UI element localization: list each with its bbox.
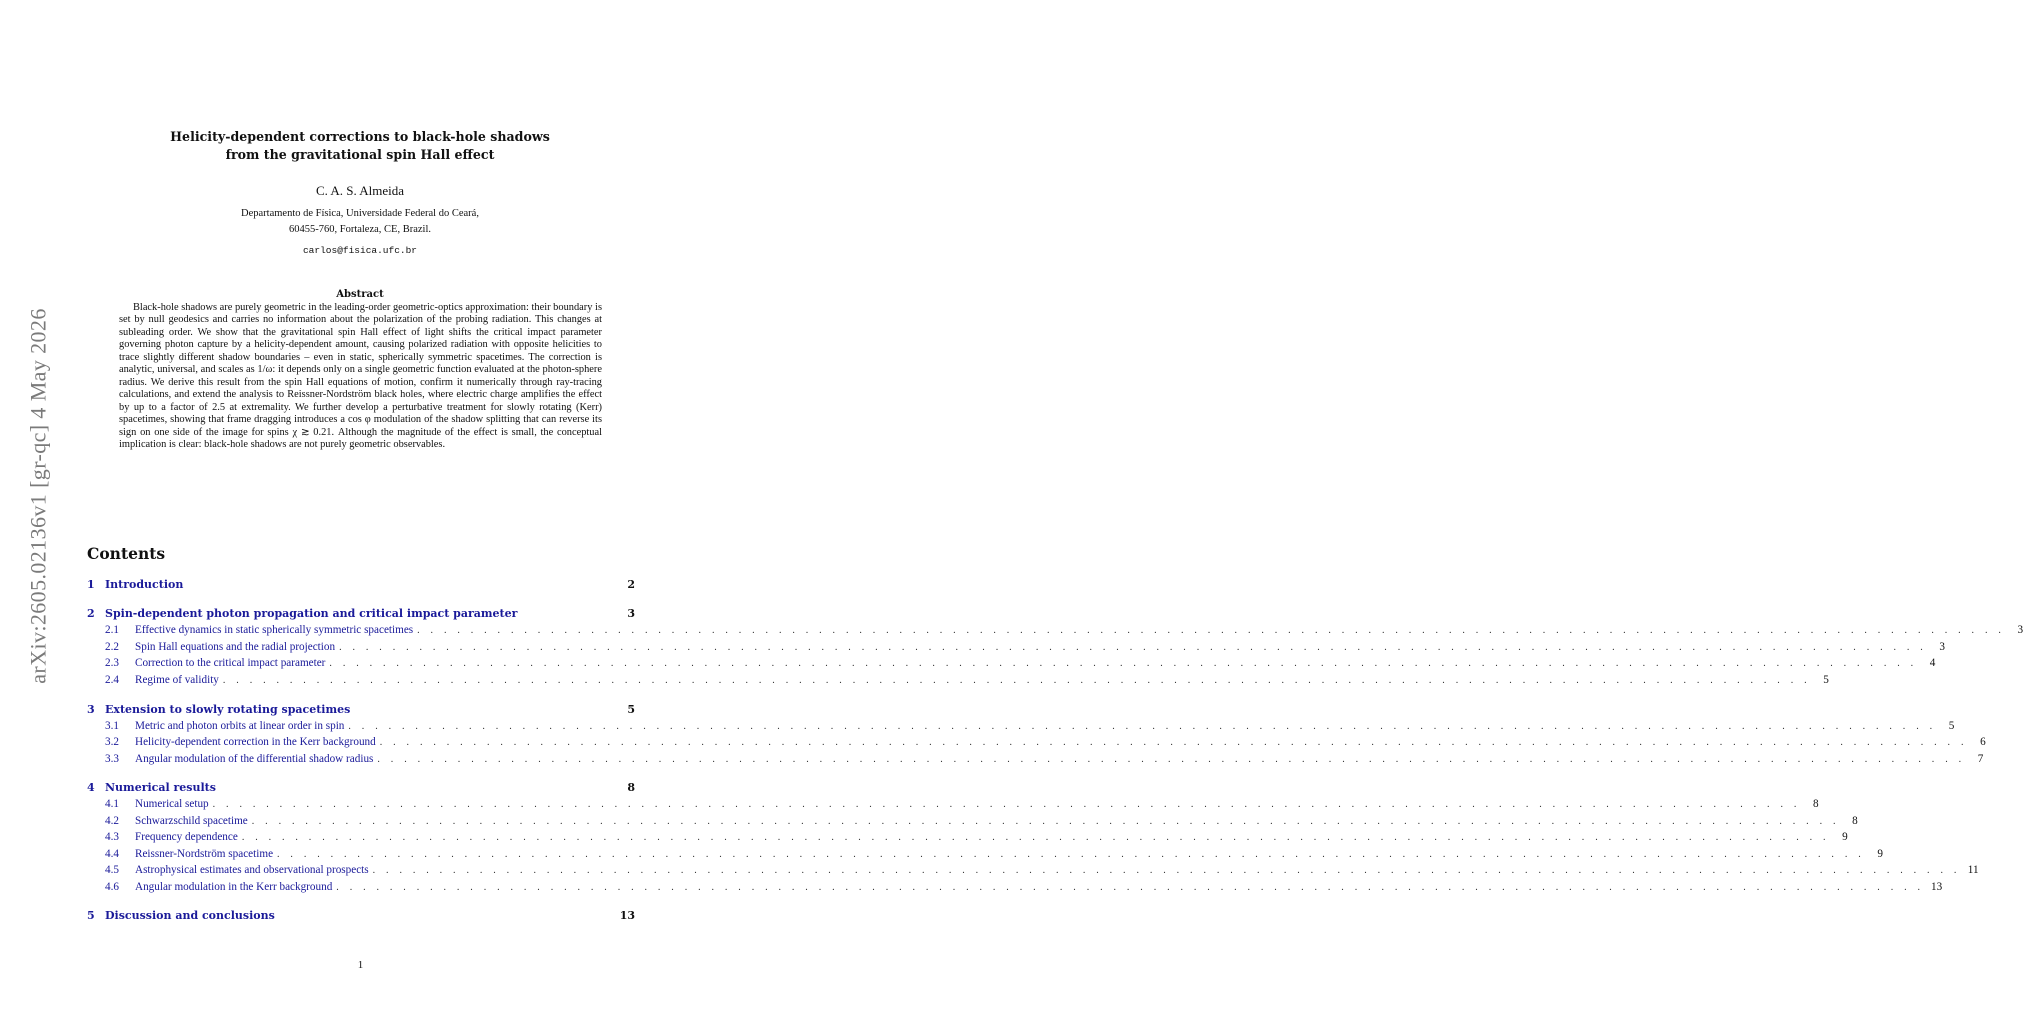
toc-entry-number: 3.3 [105,753,119,765]
toc-subsection-entry[interactable] [87,753,1984,769]
toc-leader-dots: . . . . . . . . . . . . . . . . . . . . . . . . . . . . . . . . . . . . . . . . . . . . . . . . . . . . . . . . . . . . . . . . . . . . . . . . . . . . . . . . . . . . . . . . . . . . . . . . . . . . . . . . . . . . . . . . . . . . . . . [379,737,1968,748]
toc-entry-page: 3 [627,607,635,620]
toc-subsection-entry[interactable] [87,848,1883,864]
affiliation-line-2: 60455-760, Fortaleza, CE, Brazil. [288,224,431,235]
toc-entry-page: 13 [1931,881,1943,893]
toc-leader-dots: . . . . . . . . . . . . . . . . . . . . . . . . . . . . . . . . . . . . . . . . . . . . . . . . . . . . . . . . . . . . . . . . . . . . . . . . . . . . . . . . . . . . . . . . . . . . . . . . . . . . . . . . . . . . . . . . . . . . . . . [251,816,1840,827]
toc-subsection-entry[interactable] [87,736,1986,752]
toc-subsection-entry[interactable] [87,624,2023,640]
toc-entry-label[interactable]: Reissner-Nordström spacetime [135,848,274,860]
toc-leader-dots: . . . . . . . . . . . . . . . . . . . . . . . . . . . . . . . . . . . . . . . . . . . . . . . . . . . . . . . . . . . . . . . . . . . . . . . . . . . . . . . . . . . . . . . . . . . . . . . . . . . . . . . . . . . . . . . . . . . . . . . [336,882,1925,893]
affiliation [120,206,600,238]
toc-entry-page: 5 [1823,674,1829,686]
toc-entry-page: 3 [2017,624,2023,636]
toc-entry-label[interactable]: Numerical setup [135,798,209,810]
toc-section-entry[interactable] [87,909,635,925]
toc-entry-number: 1 [87,578,95,591]
affiliation-line-1: Departamento de Física, Universidade Federal do Ceará, [241,208,479,219]
toc-entry-number: 4.4 [105,848,119,860]
toc-entry-number: 4 [87,781,95,794]
toc-entry-page: 5 [1948,720,1955,732]
toc-entry-number: 3.1 [105,720,119,732]
toc-entry-number: 2.3 [105,657,119,669]
toc-entry-page: 8 [627,781,635,794]
toc-entry-page: 2 [627,578,635,591]
toc-entry-label[interactable]: Spin Hall equations and the radial projection [135,641,336,653]
toc-leader-dots: . . . . . . . . . . . . . . . . . . . . . . . . . . . . . . . . . . . . . . . . . . . . . . . . . . . . . . . . . . . . . . . . . . . . . . . . . . . . . . . . . . . . . . . . . . . . . . . . . . . . . . . . . . . . . . . . . . . . . . . [377,754,1966,765]
arxiv-stamp [16,303,62,689]
toc-entry-label[interactable]: Introduction [105,578,184,591]
toc-entry-page: 6 [1980,736,1986,748]
toc-entry-label[interactable]: Helicity-dependent correction in the Kerr background [135,736,376,748]
toc-entry-page: 11 [1967,864,1979,876]
toc-entry-number: 2.4 [105,674,119,686]
toc-entry-number: 2.2 [105,641,119,653]
toc-subsection-entry[interactable] [87,831,1848,847]
toc-leader-dots: . . . . . . . . . . . . . . . . . . . . . . . . . . . . . . . . . . . . . . . . . . . . . . . . . . . . . . . . . . . . . . . . . . . . . . . . . . . . . . . . . . . . . . . . . . . . . . . . . . . . . . . . . . . . . . . . . . . . . . . [417,625,2006,636]
toc-entry-label[interactable]: Spin-dependent photon propagation and critical impact parameter [105,607,518,620]
author-email[interactable]: carlos@fisica.ufc.br [302,245,418,256]
toc-leader-dots: . . . . . . . . . . . . . . . . . . . . . . . . . . . . . . . . . . . . . . . . . . . . . . . . . . . . . . . . . . . . . . . . . . . . . . . . . . . . . . . . . . . . . . . . . . . . . . . . . . . . . . . . . . . . . . . . . . . . . . . [372,865,1961,876]
toc-leader-dots: . . . . . . . . . . . . . . . . . . . . . . . . . . . . . . . . . . . . . . . . . . . . . . . . . . . . . . . . . . . . . . . . . . . . . . . . . . . . . . . . . . . . . . . . . . . . . . . . . . . . . . . . . . . . . . . . . . . . . . . [329,658,1918,669]
toc-section-entry[interactable] [87,578,635,594]
title-line-2: from the gravitational spin Hall effect [225,147,495,162]
toc-subsection-entry[interactable] [87,815,1858,831]
toc-entry-number: 2.1 [105,624,119,636]
toc-leader-dots: . . . . . . . . . . . . . . . . . . . . . . . . . . . . . . . . . . . . . . . . . . . . . . . . . . . . . . . . . . . . . . . . . . . . . . . . . . . . . . . . . . . . . . . . . . . . . . . . . . . . . . . . . . . . . . . . . . . . . . . [348,721,1937,732]
toc-subsection-entry[interactable] [87,881,1943,897]
toc-entry-page: 8 [1812,798,1819,810]
toc-entry-label[interactable]: Schwarzschild spacetime [135,815,248,827]
toc-entry-number: 5 [87,909,95,922]
toc-leader-dots: . . . . . . . . . . . . . . . . . . . . . . . . . . . . . . . . . . . . . . . . . . . . . . . . . . . . . . . . . . . . . . . . . . . . . . . . . . . . . . . . . . . . . . . . . . . . . . . . . . . . . . . . . . . . . . . . . . . . . . . [222,675,1811,686]
page-number: 1 [357,959,364,971]
toc-entry-number: 3.2 [105,736,119,748]
paper-title [120,128,600,164]
toc-subsection-entry[interactable] [87,657,1936,673]
toc-entry-page: 7 [1977,753,1984,765]
toc-subsection-entry[interactable] [87,641,1945,657]
toc-entry-page: 8 [1852,815,1858,827]
toc-entry-label[interactable]: Numerical results [105,781,216,794]
toc-entry-label[interactable]: Regime of validity [135,674,219,686]
toc-entry-label[interactable]: Angular modulation of the differential shadow radius [135,753,374,765]
toc-section-entry[interactable] [87,781,635,797]
toc-entry-number: 2 [87,607,95,620]
toc-entry-page: 4 [1929,657,1936,669]
toc-entry-label[interactable]: Discussion and conclusions [105,909,275,922]
author-name: C. A. S. Almeida [315,183,405,198]
toc-entry-label[interactable]: Astrophysical estimates and observational prospects [135,864,369,876]
toc-entry-number: 4.1 [105,798,119,810]
title-line-1: Helicity-dependent corrections to black-hole shadows [170,129,550,144]
toc-section-entry[interactable] [87,703,635,719]
toc-entry-label[interactable]: Effective dynamics in static spherically symmetric spacetimes [135,624,414,636]
toc-subsection-entry[interactable] [87,674,1829,690]
toc-entry-label[interactable]: Frequency dependence [135,831,238,843]
toc-entry-page: 9 [1877,848,1883,860]
toc-entry-page: 3 [1939,641,1945,653]
toc-subsection-entry[interactable] [87,864,1979,880]
toc-entry-label[interactable]: Angular modulation in the Kerr background [135,881,333,893]
toc-entry-number: 4.2 [105,815,119,827]
toc-leader-dots: . . . . . . . . . . . . . . . . . . . . . . . . . . . . . . . . . . . . . . . . . . . . . . . . . . . . . . . . . . . . . . . . . . . . . . . . . . . . . . . . . . . . . . . . . . . . . . . . . . . . . . . . . . . . . . . . . . . . . . . [241,832,1830,843]
toc-entry-page: 5 [627,703,635,716]
abstract-heading: Abstract [336,289,384,300]
abstract-text: Black-hole shadows are purely geometric in the leading-order geometric-optics approximation: their boundary is set by null geodesics and carries no information about the polarization of the probing radiation. This changes at subleading order. We show that the gravitational spin Hall effect of light shifts the critical impact parameter governing photon capture by a helicity-dependent amount, causing polarized radiation with opposite helicities to trace slightly different shadow boundaries – even in static, spherically symmetric spacetimes. The correction is analytic, universal, and scales as 1/ω: it depends only on a single geometric function evaluated at the photon-sphere radius. We derive this result from the spin Hall equations of motion, confirm it numerically through ray-tracing calculations, and extend the analysis to Reissner-Nordström black holes, where electric charge amplifies the effect by up to a factor of 2.5 at extremality. We further develop a perturbative treatment for slowly rotating (Kerr) spacetimes, showing that frame dragging introduces a cos φ modulation of the shadow splitting that can reverse its sign on one side of the image for spins χ ≳ 0.21. Although the magnitude of the effect is small, the conceptual implication is clear: black-hole shadows are not purely geometric observables. [119,302,602,450]
toc-entry-number: 4.6 [105,881,119,893]
toc-entry-page: 9 [1842,831,1848,843]
toc-entry-number: 4.5 [105,864,119,876]
toc-entry-page: 13 [619,909,635,922]
toc-entry-label[interactable]: Correction to the critical impact parameter [135,657,326,669]
toc-entry-label[interactable]: Extension to slowly rotating spacetimes [105,703,351,716]
toc-leader-dots: . . . . . . . . . . . . . . . . . . . . . . . . . . . . . . . . . . . . . . . . . . . . . . . . . . . . . . . . . . . . . . . . . . . . . . . . . . . . . . . . . . . . . . . . . . . . . . . . . . . . . . . . . . . . . . . . . . . . . . . [277,849,1865,860]
toc-leader-dots: . . . . . . . . . . . . . . . . . . . . . . . . . . . . . . . . . . . . . . . . . . . . . . . . . . . . . . . . . . . . . . . . . . . . . . . . . . . . . . . . . . . . . . . . . . . . . . . . . . . . . . . . . . . . . . . . . . . . . . . [212,799,1801,810]
toc-leader-dots: . . . . . . . . . . . . . . . . . . . . . . . . . . . . . . . . . . . . . . . . . . . . . . . . . . . . . . . . . . . . . . . . . . . . . . . . . . . . . . . . . . . . . . . . . . . . . . . . . . . . . . . . . . . . . . . . . . . . . . . [339,642,1927,653]
toc-entry-label[interactable]: Metric and photon orbits at linear order in spin [135,720,345,732]
arxiv-stamp-text: arXiv:2605.02136v1 [gr-qc] 4 May 2026 [26,308,51,684]
toc-subsection-entry[interactable] [87,798,1819,814]
toc-section-entry[interactable] [87,607,635,623]
toc-subsection-entry[interactable] [87,720,1955,736]
toc-entry-number: 3 [87,703,95,716]
toc-entry-number: 4.3 [105,831,119,843]
contents-heading: Contents [87,544,166,563]
